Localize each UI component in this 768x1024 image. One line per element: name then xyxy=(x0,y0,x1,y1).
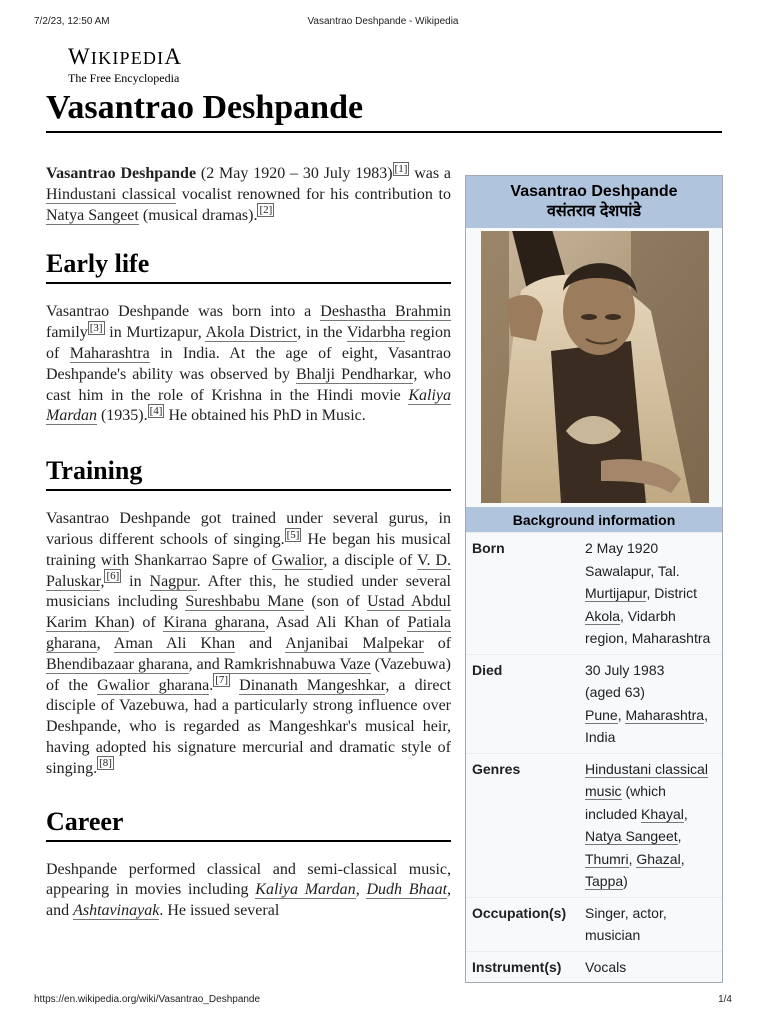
occupation-value: Singer, actor, musician xyxy=(585,904,667,943)
link-kaliya-mardan-career[interactable]: Kaliya Mardan xyxy=(255,881,356,899)
link-dinanath-mangeshkar[interactable]: Dinanath Mangeshkar xyxy=(239,676,386,694)
link-sureshbabu-mane[interactable]: Sureshbabu Mane xyxy=(185,593,304,611)
heading-career: Career xyxy=(46,806,451,842)
link-akola[interactable]: Akola xyxy=(585,607,621,624)
infobox-row-occupation xyxy=(466,897,722,951)
genres-value: Hindustani classical music (which included Khayal, Natya Sangeet, Thumri, Ghazal, Tappa) xyxy=(585,760,708,889)
link-hindustani-classical-music[interactable]: Hindustani classical music xyxy=(585,760,708,799)
link-hindustani-classical[interactable]: Hindustani classical xyxy=(46,185,177,203)
title-divider xyxy=(46,131,722,133)
reference-1[interactable]: [1] xyxy=(394,162,408,175)
reference-3[interactable]: [3] xyxy=(89,321,103,334)
occupation-label: Occupation(s) xyxy=(472,904,567,921)
lead-text: (2 May 1920 – 30 July 1983) xyxy=(196,165,393,182)
link-pune[interactable]: Pune xyxy=(585,706,618,723)
wikipedia-logo[interactable] xyxy=(68,44,182,85)
heading-training: Training xyxy=(46,455,451,491)
infobox-row-died xyxy=(466,654,722,753)
link-maharashtra[interactable]: Maharashtra xyxy=(69,344,150,362)
link-dudh-bhaat[interactable]: Dudh Bhaat xyxy=(366,881,448,899)
link-patiala-gharana[interactable]: Patiala gharana xyxy=(46,614,452,652)
link-natya-sangeet[interactable]: Natya Sangeet xyxy=(46,206,139,224)
page-title: Vasantrao Deshpande xyxy=(46,89,364,126)
portrait-photo[interactable] xyxy=(481,231,709,503)
link-vidarbha[interactable]: Vidarbha xyxy=(346,324,406,342)
print-datetime: 7/2/23, 12:50 AM xyxy=(34,16,110,27)
link-ghazal[interactable]: Ghazal xyxy=(636,850,681,867)
reference-5[interactable]: [5] xyxy=(286,528,300,541)
link-tappa[interactable]: Tappa xyxy=(585,873,624,889)
link-gwalior[interactable]: Gwalior xyxy=(271,551,324,569)
link-vd-paluskar[interactable]: V. D. Paluskar xyxy=(46,551,452,590)
lead-paragraph xyxy=(46,164,451,226)
born-label: Born xyxy=(472,540,505,556)
link-gwalior-gharana[interactable]: Gwalior gharana xyxy=(97,676,210,694)
training-paragraph: Vasantrao Deshpande got trained under several gurus, in various different schools of singing. [5] He began his musical training with Shankarrao Sapre of Gwalior, a disciple of V. D. Paluskar, [6] in Nagpur. After this, he studied under several musicians including Sureshbabu Mane (son of Ustad Abdul Karim Khan) of Kirana gharana, Asad Ali Khan of Patiala gharana, Aman Ali Khan and Anjanibai Malpekar of Bhendibazaar gharana, and Ramkrishnabuwa Vaze (Vazebuwa) of the Gwalior gharana. [7] Dinanath Mangeshkar, a direct disciple of Vazebuwa, had a particularly strong influence over Deshpande, who is regarded as Mangeshkar's musical heir, having adopted his signature mercurial and dramatic style of singing. [8] xyxy=(46,510,452,777)
infobox-name-marathi: वसंतराव देशपांडे xyxy=(546,203,642,220)
infobox-name: Vasantrao Deshpande xyxy=(510,183,678,200)
link-abdul-karim-khan[interactable]: Ustad Abdul Karim Khan xyxy=(46,593,452,632)
reference-2[interactable]: [2] xyxy=(259,204,273,217)
infobox-section-header: Background information xyxy=(466,507,722,532)
link-akola-district[interactable]: Akola District xyxy=(205,324,298,342)
lead-text: (musical dramas). xyxy=(138,206,258,224)
died-label: Died xyxy=(472,661,503,678)
reference-6[interactable]: [6] xyxy=(106,570,120,583)
died-value: 30 July 1983 (aged 63) Pune, Maharashtra, India xyxy=(585,661,708,745)
heading-early-life: Early life xyxy=(46,248,451,284)
infobox-row-born xyxy=(466,532,722,654)
link-maharashtra-infobox[interactable]: Maharashtra xyxy=(625,706,705,723)
infobox xyxy=(465,175,723,983)
wikipedia-tagline: The Free Encyclopedia xyxy=(68,71,180,85)
print-tab-title: Vasantrao Deshpande - Wikipedia xyxy=(307,16,459,27)
link-natya-sangeet-infobox[interactable]: Natya Sangeet xyxy=(585,828,678,844)
lead-text: was a xyxy=(409,165,452,182)
article-body xyxy=(46,164,451,922)
link-thumri[interactable]: Thumri xyxy=(585,850,629,867)
link-ashtavinayak[interactable]: Ashtavinayak xyxy=(73,902,160,920)
link-anjanibai-malpekar[interactable]: Anjanibai Malpekar xyxy=(285,634,424,652)
infobox-row-instrument xyxy=(466,951,722,983)
born-value: 2 May 1920 Sawalapur, Tal. Murtijapur, District Akola, Vidarbh region, Maharashtra xyxy=(585,540,711,646)
link-aman-ali-khan[interactable]: Aman Ali Khan xyxy=(113,634,236,652)
lead-text: vocalist renowned for his contribution to xyxy=(176,185,451,203)
link-khayal[interactable]: Khayal xyxy=(641,805,684,822)
reference-4[interactable]: [4] xyxy=(149,405,163,418)
early-life-paragraph: Vasantrao Deshpande was born into a Deshastha Brahmin family [3] in Murtizapur, Akola District, in the Vidarbha region of Maharashtra in India. At the age of eight, Vasantrao Deshpande's ability was observed by Bhalji Pendharkar, who cast him in the role of Krishna in the Hindi movie Kaliya Mardan (1935). [4] He obtained his PhD in Music. xyxy=(46,303,452,425)
instrument-value: Vocals xyxy=(585,958,627,975)
wikipedia-wordmark: WIKIPEDIA xyxy=(68,44,183,69)
link-nagpur[interactable]: Nagpur xyxy=(149,572,197,590)
link-kirana-gharana[interactable]: Kirana gharana xyxy=(163,614,266,632)
genres-label: Genres xyxy=(472,760,521,777)
portrait-image xyxy=(481,231,709,503)
link-kaliya-mardan[interactable]: Kaliya Mardan xyxy=(46,386,451,425)
reference-7[interactable]: [7] xyxy=(215,674,229,687)
print-url: https://en.wikipedia.org/wiki/Vasantrao_Deshpande xyxy=(34,994,261,1005)
link-deshastha-brahmin[interactable]: Deshastha Brahmin xyxy=(320,303,452,321)
link-bhendibazaar-gharana[interactable]: Bhendibazaar gharana xyxy=(46,655,189,673)
link-bhalji-pendharkar[interactable]: Bhalji Pendharkar xyxy=(296,365,414,383)
lead-bold-name: Vasantrao Deshpande xyxy=(46,165,197,182)
reference-8[interactable]: [8] xyxy=(99,757,112,770)
career-paragraph: Deshpande performed classical and semi-classical music, appearing in movies including Kaliya Mardan, Dudh Bhaat, and Ashtavinayak. He issued several xyxy=(46,860,452,920)
infobox-row-genres xyxy=(466,753,722,897)
link-ramkrishnabuwa-vaze[interactable]: Ramkrishnabuwa Vaze xyxy=(223,655,371,673)
infobox-title xyxy=(466,176,722,228)
instrument-label: Instrument(s) xyxy=(472,958,562,975)
link-murtijapur[interactable]: Murtijapur xyxy=(585,585,647,601)
print-page-number: 1/4 xyxy=(718,994,732,1005)
